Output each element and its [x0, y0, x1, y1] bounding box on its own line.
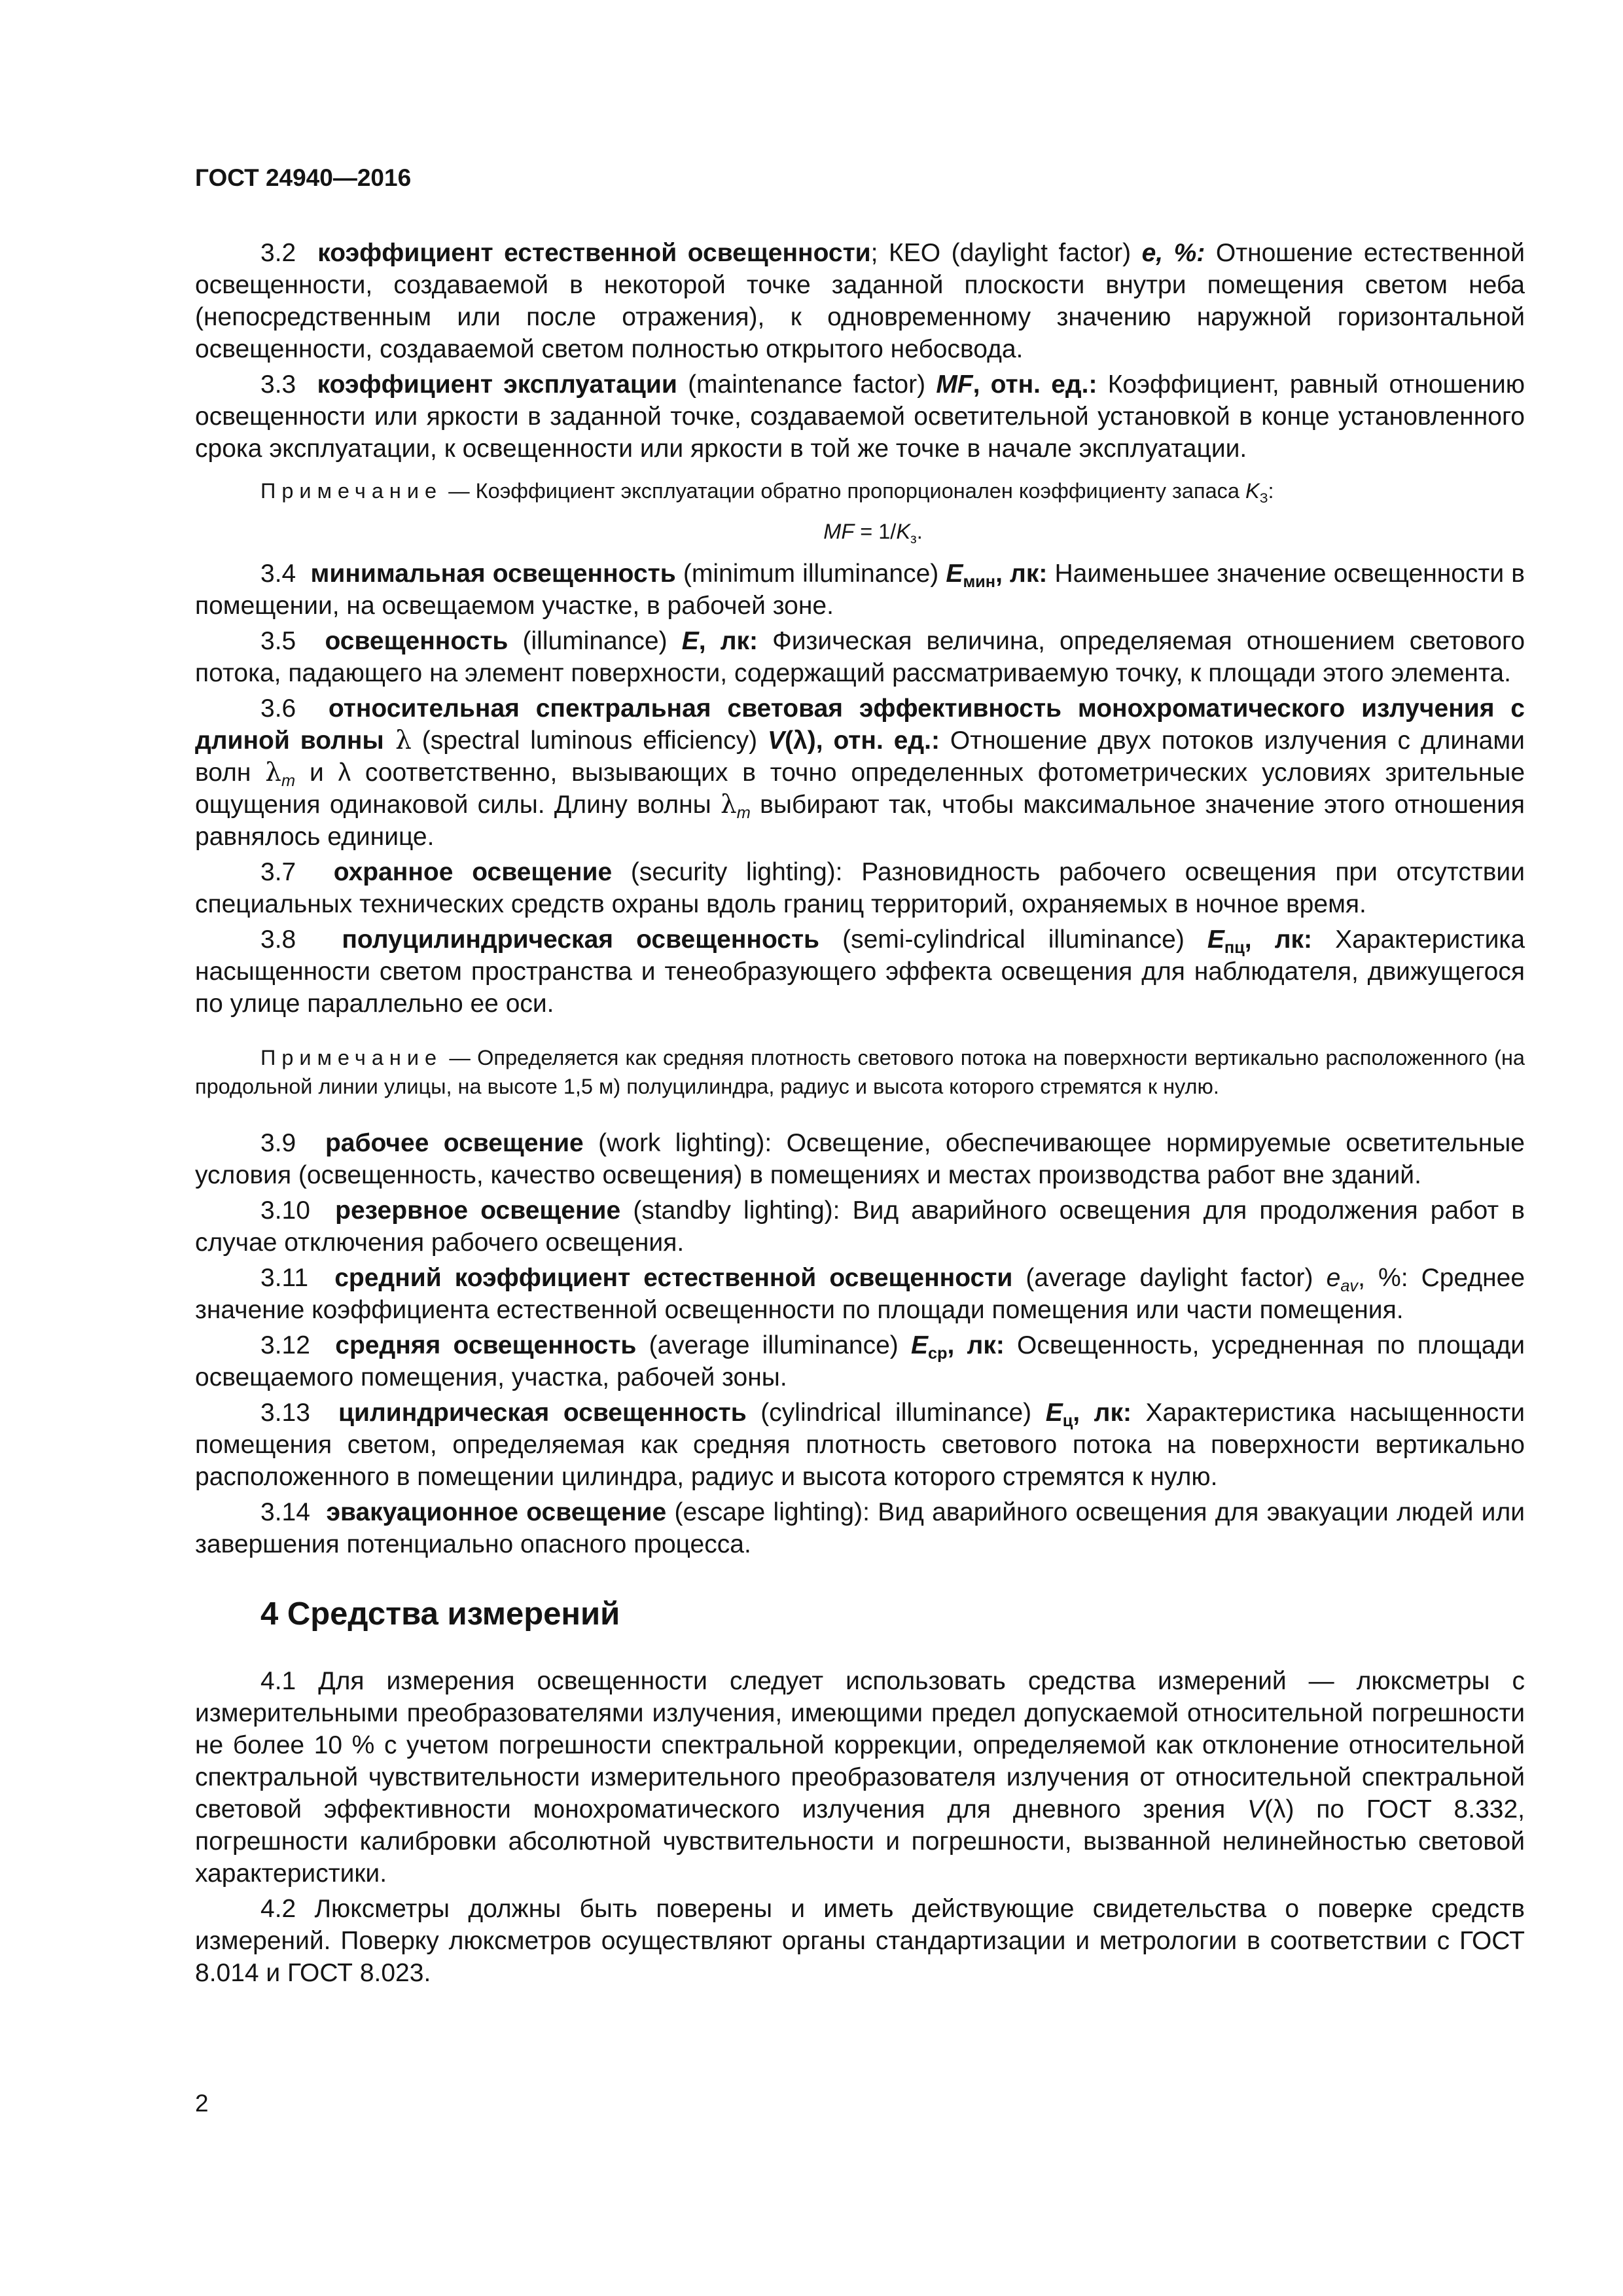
- formula-mf: MF = $1/K_з$.: [823, 520, 923, 547]
- clause-3-9: 3.9 рабочее освещение (work lighting): Освещение, обеспечивающее нормируемые осветительные условия (освещенность, качество освещения) в помещениях и местах производства работ вне зданий.: [195, 1129, 1525, 1189]
- note-label: Примечание: [260, 479, 443, 503]
- clause-4-1: 4.1 Для измерения освещенности следует использовать средства измерений — люксметры с измерительными преобразователями излучения, имеющими предел допускаемой относительной погрешности не более 10 % с учетом погрешности спектральной коррекции, определяемой как отклонение относительной спектральной чувствительности измерительного преобразователя излучения от относительной спектральной световой эффективности монохроматического излучения для дневного зрения V(λ) по ГОСТ 8.332, погрешности калибровки абсолютной чувствительности и погрешности, вызванной нелинейностью световой характеристики.: [195, 1667, 1525, 1888]
- clause-4-2: 4.2 Люксметры должны быть поверены и иметь действующие свидетельства о поверке средств измерений. Поверку люксметров осуществляют органы стандартизации и метрологии в соответствии с ГОСТ 8.014 и ГОСТ 8.023.: [195, 1895, 1525, 1987]
- term: коэффициент эксплуатации: [317, 370, 677, 399]
- clause-3-8: 3.8 полуцилиндрическая освещенность (semi-cylindrical illuminance) $E_{пц}$, лк: Характеристика насыщенности светом пространства и тенеобразующего эффекта освещения для наблюдателя, движущегося по улице параллельно ее оси.: [195, 925, 1525, 1018]
- term: охранное освещение: [333, 858, 613, 886]
- document-header: ГОСТ 24940—2016: [195, 164, 412, 191]
- clause-3-10: 3.10 резервное освещение (standby lighting): Вид аварийного освещения для продолжения работ в случае отключения рабочего освещения.: [195, 1196, 1525, 1257]
- term: относительная спектральная световая эффективность монохроматического излучения с длиной волны: [195, 694, 1525, 755]
- term: цилиндрическая освещенность: [338, 1399, 747, 1427]
- term: резервное освещение: [335, 1196, 621, 1225]
- note-label: Примечание: [260, 1046, 443, 1069]
- term: коэффициент естественной освещенности: [317, 239, 871, 267]
- term: минимальная освещенность: [310, 560, 676, 588]
- term: средняя освещенность: [335, 1331, 637, 1359]
- page-number: 2: [195, 2090, 209, 2117]
- clause-3-6: 3.6 относительная спектральная световая эффективность монохроматического излучения с длиной волны λ (spectral luminous efficiency) V(λ), отн. ед.: Отношение двух потоков излучения с длинами волн $\lambda_m$ и λ соответственно, вызывающих в точно определенных фотометрических условиях зрительные ощущения одинаковой силы. Длину волны $\lambda_m$ выбирают так, чтобы максимальное значение этого отношения равнялось единице.: [195, 694, 1525, 851]
- clause-3-4: 3.4 минимальная освещенность (minimum illuminance) $E_{мин}$, лк: Наименьшее значение освещенности в помещении, на освещаемом участке, в рабочей зоне.: [195, 560, 1525, 620]
- note-3-8: Примечание — Определяется как средняя плотность светового потока на поверхности вертикально расположенного (на продольной линии улицы, на высоте 1,5 м) полуцилиндра, радиус и высота которого стремятся к нулю.: [195, 1046, 1525, 1098]
- clause-3-13: 3.13 цилиндрическая освещенность (cylindrical illuminance) $E_ц$, лк: Характеристика насыщенности помещения светом, определяемая как средняя плотность светового потока на поверхности вертикально расположенного в помещении цилиндра, радиус и высота которого стремятся к нулю.: [195, 1399, 1525, 1491]
- clause-3-7: 3.7 охранное освещение (security lighting): Разновидность рабочего освещения при отсутствии специальных технических средств охраны вдоль границ территорий, охраняемых в ночное время.: [195, 858, 1525, 918]
- clause-3-11: 3.11 средний коэффициент естественной освещенности (average daylight factor) $e_{av}$, %: Среднее значение коэффициента естественной освещенности по площади помещения или части помещения.: [195, 1264, 1525, 1324]
- section-4-title: 4 Средства измерений: [260, 1596, 620, 1632]
- clause-3-12: 3.12 средняя освещенность (average illuminance) $E_{ср}$, лк: Освещенность, усредненная по площади освещаемого помещения, участка, рабочей зоны.: [195, 1331, 1525, 1391]
- term: полуцилиндрическая освещенность: [342, 925, 820, 954]
- term: эвакуационное освещение: [326, 1498, 667, 1526]
- clause-3-3: 3.3 коэффициент эксплуатации (maintenance factor) MF, отн. ед.: Коэффициент, равный отношению освещенности или яркости в заданной точке, создаваемой осветительной установкой в конце установленного срока эксплуатации, к освещенности или яркости в той же точке в начале эксплуатации.: [195, 370, 1525, 463]
- clause-3-5: 3.5 освещенность (illuminance) E, лк: Физическая величина, определяемая отношением светового потока, падающего на элемент поверхности, содержащий рассматриваемую точку, к площади этого элемента.: [195, 627, 1525, 687]
- term: средний коэффициент естественной освещенности: [334, 1264, 1013, 1292]
- term: освещенность: [325, 627, 508, 655]
- note-3-3: Примечание — Коэффициент эксплуатации обратно пропорционален коэффициенту запаса $K_З$:: [260, 479, 1274, 506]
- clause-3-14: 3.14 эвакуационное освещение (escape lighting): Вид аварийного освещения для эвакуации людей или завершения потенциально опасного процесса.: [195, 1498, 1525, 1558]
- term: рабочее освещение: [325, 1129, 584, 1157]
- clause-3-2: 3.2 коэффициент естественной освещенности; КЕО (daylight factor) e, %: Отношение естественной освещенности, создаваемой в некоторой точке заданной плоскости внутри помещения светом неба (непосредственным или после отражения), к одновременному значению наружной горизонтальной освещенности, создаваемой светом полностью открытого небосвода.: [195, 239, 1525, 363]
